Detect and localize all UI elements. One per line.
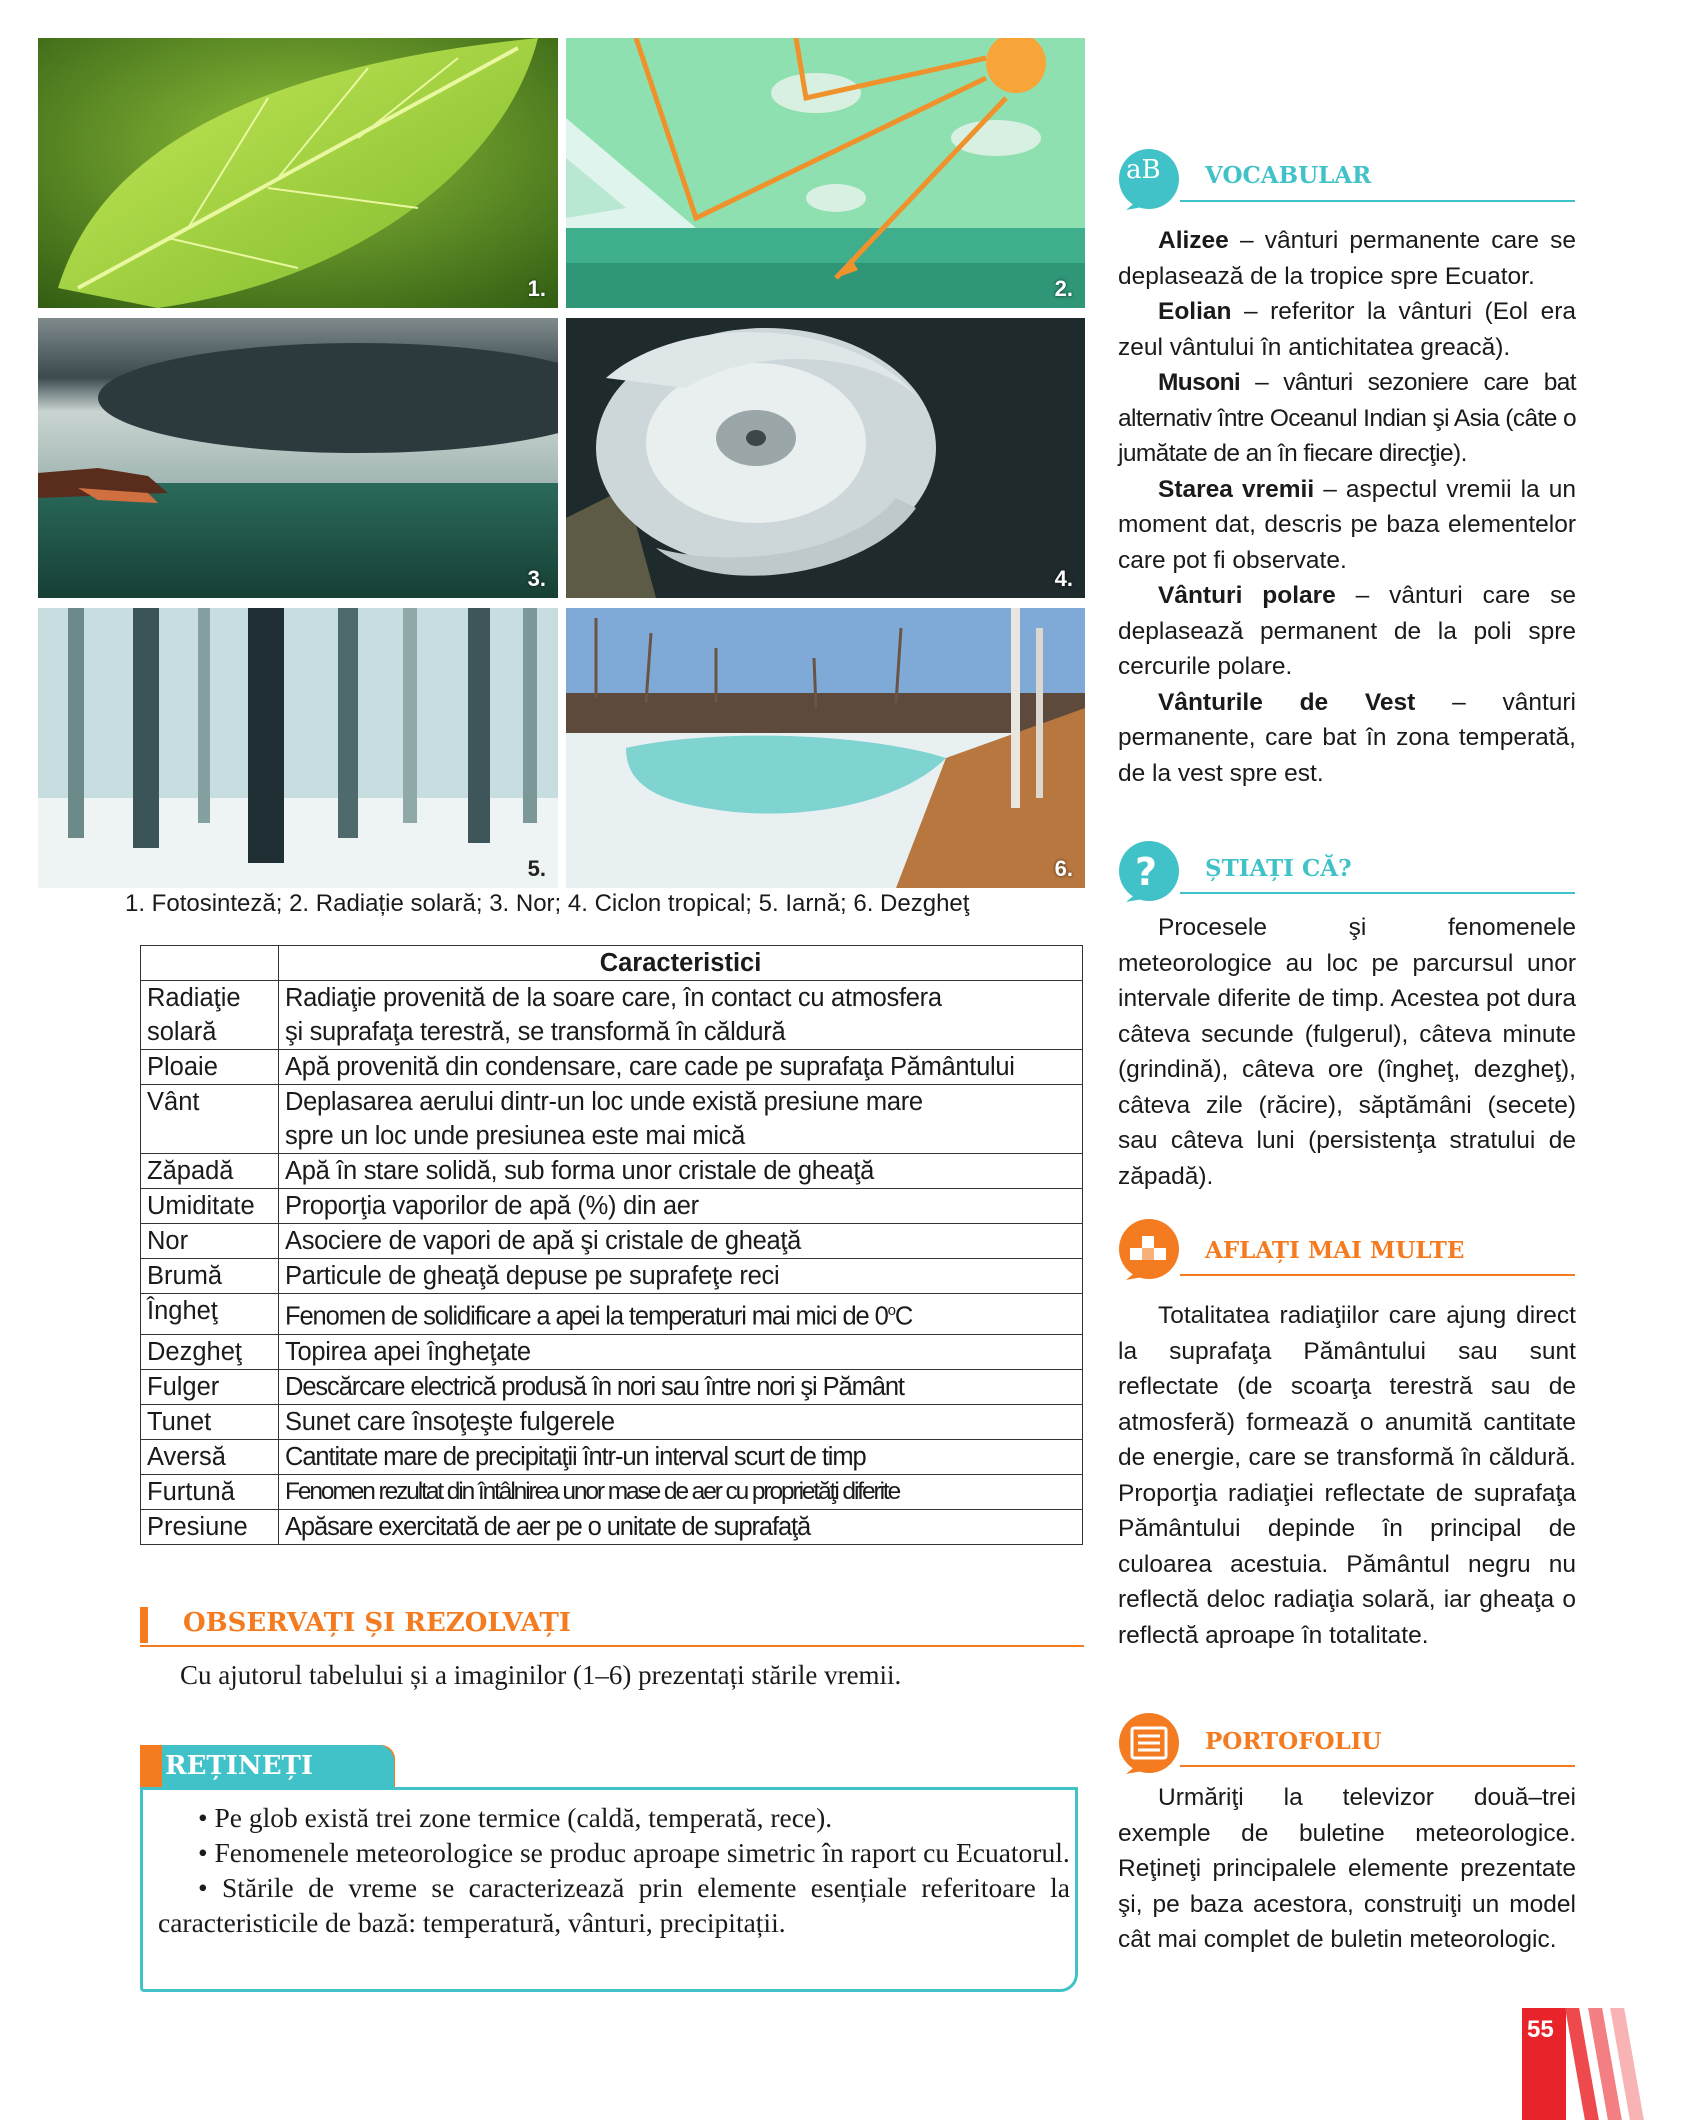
stiati-text [1118, 910, 1576, 1194]
table-header-empty [141, 946, 279, 981]
observati-rule [140, 1645, 1084, 1647]
table-term: Umiditate [141, 1189, 279, 1224]
table-definition: Apăsare exercitată de aer pe o unitate de suprafaţă [279, 1509, 1083, 1544]
vocabulary-icon [1118, 148, 1180, 210]
table-row [141, 1439, 1083, 1474]
photo-thaw-pond [566, 608, 1085, 888]
vocabulary-entry: Vânturile de Vest – vânturi permanente, care bat în zona temperată, de la vest spre est. [1118, 688, 1576, 787]
retineti-title: REȚINEȚI [165, 1751, 314, 1781]
vocabulary-rule [1180, 200, 1575, 202]
photo-number: 1. [527, 276, 546, 301]
table-row [141, 1294, 1083, 1335]
table-row [141, 1085, 1083, 1154]
table-definition: Apă în stare solidă, sub forma unor cristale de gheaţă [279, 1154, 1083, 1189]
table-definition: Cantitate mare de precipitaţii într-un interval scurt de timp [279, 1439, 1083, 1474]
photo-solar-radiation-diagram [566, 38, 1085, 308]
table-term: Nor [141, 1224, 279, 1259]
aflati-text [1118, 1298, 1576, 1653]
characteristics-table [140, 945, 1083, 1545]
photo-winter-forest [38, 608, 558, 888]
portfolio-list-icon [1118, 1712, 1180, 1774]
vocabulary-entry: Musoni – vânturi sezoniere care bat alternativ între Oceanul Indian şi Asia (câte o jumătate de an în fiecare direcţie). [1118, 369, 1576, 467]
photo-photosynthesis-leaf [38, 38, 558, 308]
table-header-row [141, 946, 1083, 981]
svg-text:aB: aB [1126, 155, 1161, 185]
table-row [141, 1474, 1083, 1509]
table-definition: Deplasarea aerului dintr-un loc unde există presiune mare spre un loc unde presiunea este mai mică [279, 1085, 1083, 1154]
photo-number: 6. [1054, 856, 1073, 881]
table-term: Aversă [141, 1439, 279, 1474]
table-definition: Apă provenită din condensare, care cade pe suprafaţa Pământului [279, 1050, 1083, 1085]
table-definition: Descărcare electrică produsă în nori sau între nori şi Pământ [279, 1369, 1083, 1404]
table-term: Furtună [141, 1474, 279, 1509]
portofoliu-text [1118, 1780, 1576, 1958]
question-icon [1118, 840, 1180, 902]
table-definition: Fenomen de solidificare a apei la temperaturi mai mici de 0$^o$C [279, 1294, 1083, 1335]
retineti-item: • Stările de vreme se caracterizează prin elemente esențiale referitoare la caracteristicile de bază: temperatură, vânturi, precipitații. [158, 1872, 1070, 1938]
portofoliu-paragraph: Urmăriţi la televizor două–trei exemple de buletine meteorologice. Reţineţi principalele elemente prezentate şi, pe baza acestora, construiţi un model cât mai complet de buletin meteorologic. [1118, 1784, 1576, 1953]
page-number-tab [1522, 2008, 1566, 2120]
photo-number: 3. [527, 566, 546, 591]
table-row [141, 1224, 1083, 1259]
photo-tropical-cyclone [566, 318, 1085, 598]
aflati-title: AFLAȚI MAI MULTE [1205, 1237, 1465, 1264]
table-term: Radiaţie solară [141, 981, 279, 1050]
table-term: Ploaie [141, 1050, 279, 1085]
observati-title: OBSERVAȚI ȘI REZOLVAȚI [183, 1608, 572, 1638]
table-definition: Topirea apei îngheţate [279, 1334, 1083, 1369]
table-row [141, 1154, 1083, 1189]
table-definition: Asociere de vapori de apă şi cristale de gheaţă [279, 1224, 1083, 1259]
table-definition: Proporţia vaporilor de apă (%) din aer [279, 1189, 1083, 1224]
table-term: Fulger [141, 1369, 279, 1404]
table-term: Dezgheţ [141, 1334, 279, 1369]
vocabulary-title: VOCABULAR [1205, 162, 1372, 189]
table-definition: Radiaţie provenită de la soare care, în contact cu atmosfera şi suprafaţa terestră, se transformă în căldură [279, 981, 1083, 1050]
vocabulary-entry: Vânturi polare – vânturi care se deplasează permanent de la poli spre cercurile polare. [1118, 582, 1576, 680]
puzzle-icon [1118, 1218, 1180, 1280]
table-term: Îngheţ [141, 1294, 279, 1335]
table-row [141, 1334, 1083, 1369]
aflati-rule [1180, 1274, 1575, 1276]
photo-number: 4. [1054, 566, 1073, 591]
table-row [141, 1259, 1083, 1294]
table-term: Tunet [141, 1404, 279, 1439]
vocabulary-list [1118, 223, 1576, 791]
observati-text: Cu ajutorul tabelului și a imaginilor (1–6) prezentați stările vremii. [180, 1660, 902, 1690]
vocabulary-entry: Starea vremii – aspectul vremii la un moment dat, descris pe baza elementelor care pot fi observate. [1118, 475, 1576, 574]
table-row [141, 1189, 1083, 1224]
photo-number: 2. [1054, 276, 1073, 301]
table-term: Brumă [141, 1259, 279, 1294]
portofoliu-title: PORTOFOLIU [1205, 1728, 1382, 1755]
retineti-item: • Fenomenele meteorologice se produc aproape simetric în raport cu Ecuatorul. [198, 1837, 1070, 1868]
vocabulary-entry: Alizee – vânturi permanente care se deplasează de la tropice spre Ecuator. [1118, 227, 1576, 290]
table-row [141, 1404, 1083, 1439]
table-header: Caracteristici [279, 946, 1083, 981]
table-row [141, 1509, 1083, 1544]
svg-text:?: ? [1135, 850, 1158, 894]
table-term: Vânt [141, 1085, 279, 1154]
retineti-list [158, 1800, 1070, 1940]
portofoliu-rule [1180, 1765, 1575, 1767]
photo-cloud-sea [38, 318, 558, 598]
stiati-rule [1180, 892, 1575, 894]
table-row [141, 1369, 1083, 1404]
table-definition: Fenomen rezultat din întâlnirea unor mase de aer cu proprietăţi diferite [279, 1474, 1083, 1509]
aflati-paragraph: Totalitatea radiaţiilor care ajung direct la suprafaţa Pământului sau sunt reflectate (de scoarţa terestră sau de atmosferă) formează o anumită cantitate de energie, care se transformă în căldură. Proporţia radiaţiei reflectate de suprafaţa Pământului depinde în principal de culoarea acestuia. Pământul negru nu reflectă deloc radiaţia solară, iar gheaţa o reflectă aproape în totalitate. [1118, 1302, 1576, 1649]
table-row [141, 981, 1083, 1050]
page-number: 55 [1527, 2016, 1554, 2043]
table-definition: Particule de gheaţă depuse pe suprafeţe reci [279, 1259, 1083, 1294]
table-row [141, 1050, 1083, 1085]
table-term: Presiune [141, 1509, 279, 1544]
photo-number: 5. [527, 856, 546, 881]
retineti-item: • Pe glob există trei zone termice (caldă, temperată, rece). [198, 1802, 833, 1833]
table-term: Zăpadă [141, 1154, 279, 1189]
stiati-title: ȘTIAȚI CĂ? [1205, 855, 1352, 882]
table-definition: Sunet care însoţeşte fulgerele [279, 1404, 1083, 1439]
observati-accent-bar [140, 1607, 148, 1643]
photo-caption: 1. Fotosinteză; 2. Radiație solară; 3. Nor; 4. Ciclon tropical; 5. Iarnă; 6. Dezgheţ [125, 890, 970, 917]
vocabulary-entry: Eolian – referitor la vânturi (Eol era zeul vântului în antichitatea greacă). [1118, 298, 1576, 361]
stiati-paragraph: Procesele şi fenomenele meteorologice au loc pe parcursul unor intervale diferite de timp. Acestea pot dura câteva secunde (fulgerul), câteva minute (grindină), câteva ore (îngheţ, dezgheţ), câteva zile (răcire), săptămâni (secete) sau câteva luni (persistenţa stratului de zăpadă). [1118, 914, 1576, 1190]
